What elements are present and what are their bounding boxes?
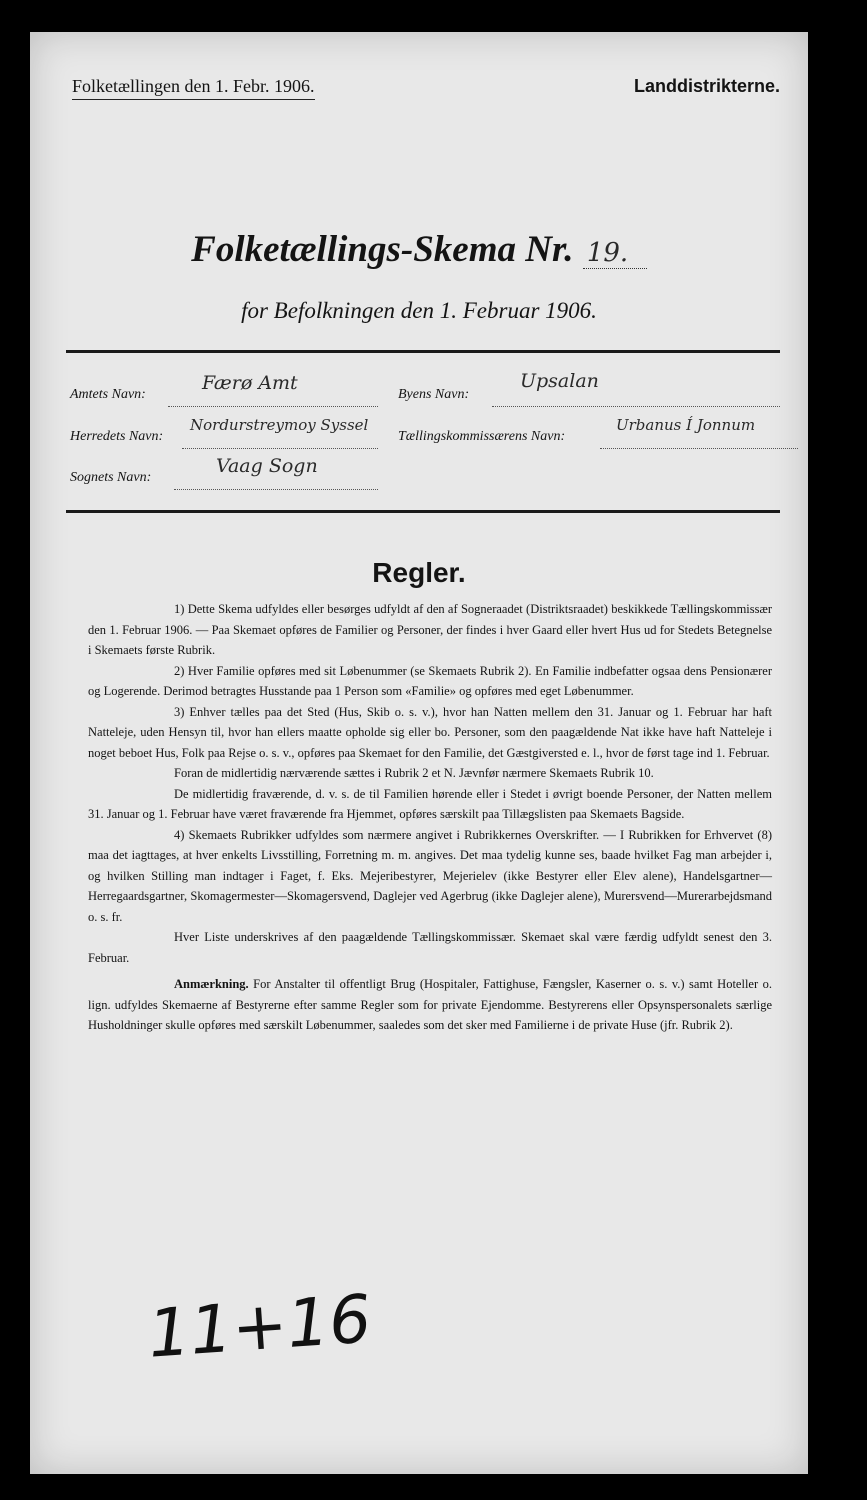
rule-3-temporary-absent: De midlertidig fraværende, d. v. s. de til Familien hørende eller i Stedet i øvrigt boende Personer, der Natten mellem 31. Januar og 1. Februar have været fraværende fra Hjemmet, opføres særskilt paa Tillægslisten paa Skemaets Bagside. xyxy=(88,786,772,821)
rule-3: 3) Enhver tælles paa det Sted (Hus, Skib o. s. v.), hvor han Natten mellem den 31. Januar og 1. Februar har haft Natteleje, uden Hensyn til, hvor han ellers maatte opholde sig eller bo. Personer, som den paagældende Nat ikke have haft Natteleje i noget beboet Hus, Folk paa Rejse o. s. v., opføres paa Skemaet for den Familie, det Gæstgiversted e. l., hvor de først tage ind 1. Februar. xyxy=(88,704,772,760)
form-number: 19. xyxy=(583,238,647,269)
amt-label: Amtets Navn: xyxy=(70,387,146,402)
rule-3-temporary-present: Foran de midlertidig nærværende sættes i Rubrik 2 et N. Jævnfør nærmere Skemaets Rubrik 10. xyxy=(174,766,654,780)
rule-4-signature: Hver Liste underskrives af den paagældende Tællingskommissær. Skemaet skal være færdig udfyldt senest den 3. Februar. xyxy=(88,930,772,965)
kommissaer-label: Tællingskommissærens Navn: xyxy=(398,429,566,444)
remark xyxy=(88,974,772,1036)
form-subtitle: for Befolkningen den 1. Februar 1906. xyxy=(241,298,597,323)
bottom-divider xyxy=(66,510,780,513)
sogn-value: Vaag Sogn xyxy=(216,455,318,477)
remark-text: For Anstalter til offentligt Brug (Hospitaler, Fattighuse, Fængsler, Kaserner o. s. v.) samt Hoteller o. lign. udfyldes Skemaerne af Bestyrerne efter samme Regler som for private Ejendomme. Bestyrerens eller Opsynspersonalets særlige Husholdninger skulle opføres med særskilt Løbenummer, saaledes som det sker med Familierne i de private Huse (jfr. Rubrik 2). xyxy=(88,977,772,1032)
remark-label: Anmærkning. xyxy=(174,977,249,991)
rule-1: 1) Dette Skema udfyldes eller besørges udfyldt af den af Sogneraadet (Distriktsraadet) beskikkede Tællingskommissær den 1. Februar 1906. — Paa Skemaet opføres de Familier og Personer, der findes i hver Gaard eller hvert Hus ud for Stedets Betegnelse i Skemaets første Rubrik. xyxy=(88,602,772,657)
census-form-sheet xyxy=(30,32,808,1474)
handwritten-count: 11+16 xyxy=(145,1280,374,1373)
amt-value: Færø Amt xyxy=(202,372,298,394)
kommissaer-value: Urbanus Í Jonnum xyxy=(616,416,756,434)
top-divider xyxy=(66,350,780,353)
rules-heading: Regler. xyxy=(372,557,466,588)
by-value: Upsalan xyxy=(520,370,599,392)
sogn-label: Sognets Navn: xyxy=(70,470,152,485)
rule-4: 4) Skemaets Rubrikker udfyldes som nærmere angivet i Rubrikkernes Overskrifter. — I Rubrikken for Erhvervet (8) maa det iagttages, at hver enkelts Livsstilling, Forretning m. m. angives. Det maa tydelig kunne ses, baade hvilket Fag man arbejder i, og hvilken Stilling man indtager i Faget, f. Eks. Mejeribestyrer, Mejerielev (ikke Bestyrer eller Elev alene), Handelsgartner—Herregaardsgartner, Skomagermester—Skomagersvend, Daglejer ved Agerbrug (ikke Daglejer alene), Murersvend—Murerarbejdsmand o. s. fr. xyxy=(88,827,772,924)
rules-body xyxy=(88,599,772,1036)
form-title-text: Folketællings-Skema Nr. xyxy=(191,229,574,270)
herred-label: Herredets Navn: xyxy=(70,429,164,444)
rule-2: 2) Hver Familie opføres med sit Løbenummer (se Skemaets Rubrik 2). En Familie indbefatter ogsaa dens Pensionærer og Logerende. Derimod betragtes Husstande paa 1 Person som «Familie» og opføres med eget Løbenummer. xyxy=(88,663,772,698)
by-label: Byens Navn: xyxy=(398,387,470,402)
district-type-header: Landdistrikterne. xyxy=(633,76,780,96)
form-title xyxy=(30,228,808,271)
census-header-date: Folketællingen den 1. Febr. 1906. xyxy=(72,76,315,100)
herred-value: Nordurstreymoy Syssel xyxy=(190,416,369,434)
